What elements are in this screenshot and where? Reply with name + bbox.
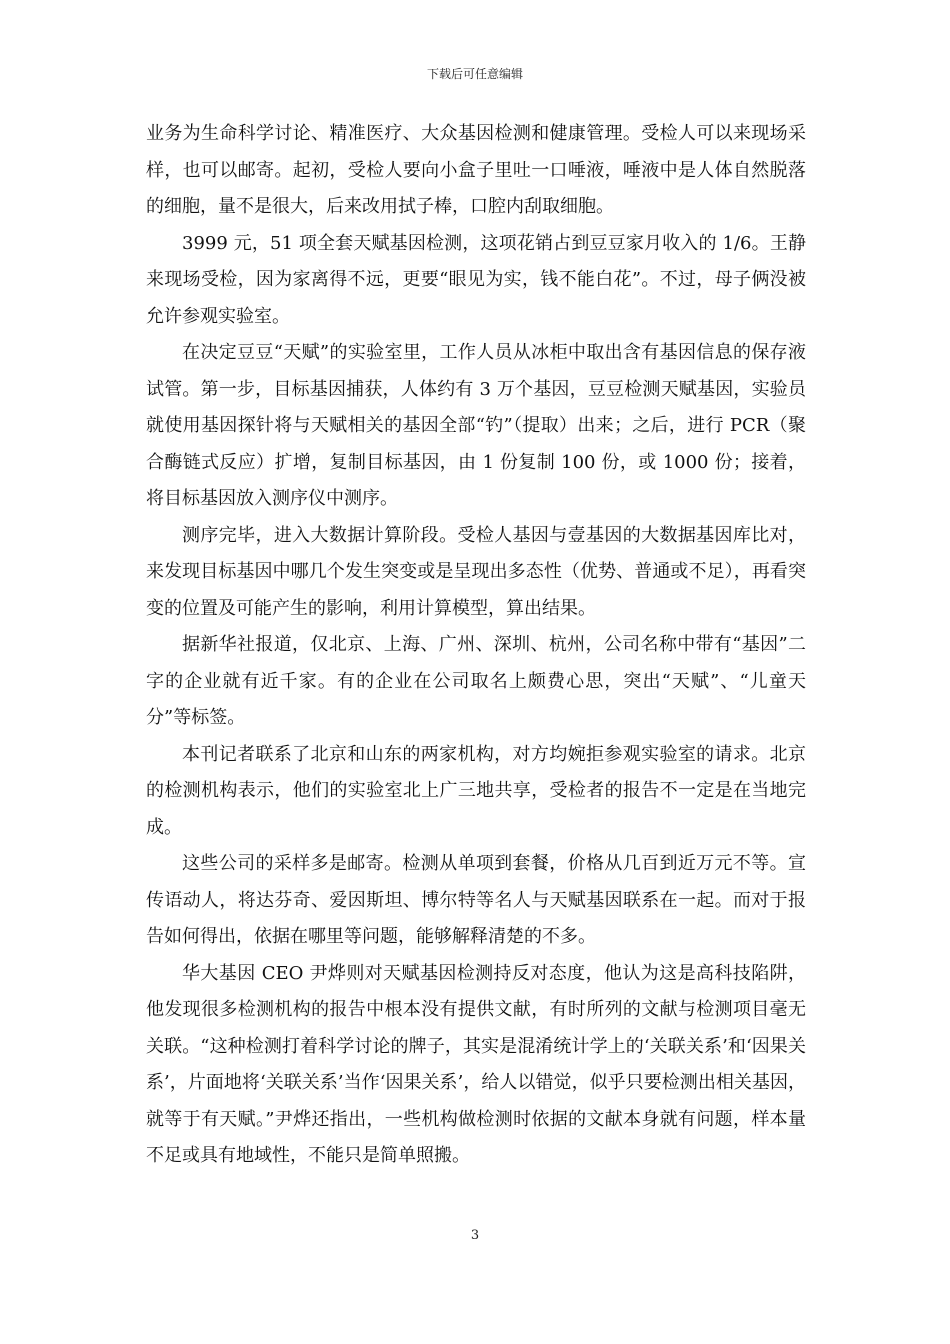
page-number: 3: [470, 1228, 480, 1243]
paragraph-6: 本刊记者联系了北京和山东的两家机构，对方均婉拒参观实验室的请求。北京的检测机构表示，他们的实验室北上广三地共享，受检者的报告不一定是在当地完成。: [146, 743, 806, 838]
document-body: [146, 116, 806, 1175]
paragraph-1: 业务为生命科学讨论、精准医疗、大众基因检测和健康管理。受检人可以来现场采样，也可以邮寄。起初，受检人要向小盒子里吐一口唾液，唾液中是人体自然脱落的细胞，量不是很大，后来改用拭子棒，口腔内刮取细胞。: [146, 123, 806, 217]
paragraph-8: 华大基因 CEO 尹烨则对天赋基因检测持反对态度，他认为这是高科技陷阱，他发现很多检测机构的报告中根本没有提供文献，有时所列的文献与检测项目毫无关联。“这种检测打着科学讨论的牌子，其实是混淆统计学上的‘关联关系’和‘因果关系’，片面地将‘关联关系’当作‘因果关系’，给人以错觉，似乎只要检测出相关基因，就等于有天赋。”尹烨还指出，一些机构做检测时依据的文献本身就有问题，样本量不足或具有地域性，不能只是简单照搬。: [146, 962, 806, 1166]
page-header: 下载后可任意编辑: [426, 67, 523, 81]
paragraph-7: 这些公司的采样多是邮寄。检测从单项到套餐，价格从几百到近万元不等。宣传语动人，将达芬奇、爱因斯坦、博尔特等名人与天赋基因联系在一起。而对于报告如何得出，依据在哪里等问题，能够解释清楚的不多。: [146, 853, 806, 947]
paragraph-3: 在决定豆豆“天赋”的实验室里，工作人员从冰柜中取出含有基因信息的保存液试管。第一步，目标基因捕获，人体约有 3 万个基因，豆豆检测天赋基因，实验员就使用基因探针将与天赋相关的基因全部“钓”（提取）出来；之后，进行 PCR（聚合酶链式反应）扩增，复制目标基因，由 1 份复制 100 份，或 1000 份；接着，将目标基因放入测序仪中测序。: [146, 342, 806, 509]
paragraph-5: 据新华社报道，仅北京、上海、广州、深圳、杭州，公司名称中带有“基因”二字的企业就有近千家。有的企业在公司取名上颇费心思，突出“天赋”、“儿童天分”等标签。: [146, 634, 806, 728]
paragraph-2: 3999 元，51 项全套天赋基因检测，这项花销占到豆豆家月收入的 1/6。王静来现场受检，因为家离得不远，更要“眼见为实，钱不能白花”。不过，母子俩没被允许参观实验室。: [146, 232, 806, 327]
paragraph-4: 测序完毕，进入大数据计算阶段。受检人基因与壹基因的大数据基因库比对，来发现目标基因中哪几个发生突变或是呈现出多态性（优势、普通或不足），再看突变的位置及可能产生的影响，利用计算模型，算出结果。: [146, 524, 806, 619]
